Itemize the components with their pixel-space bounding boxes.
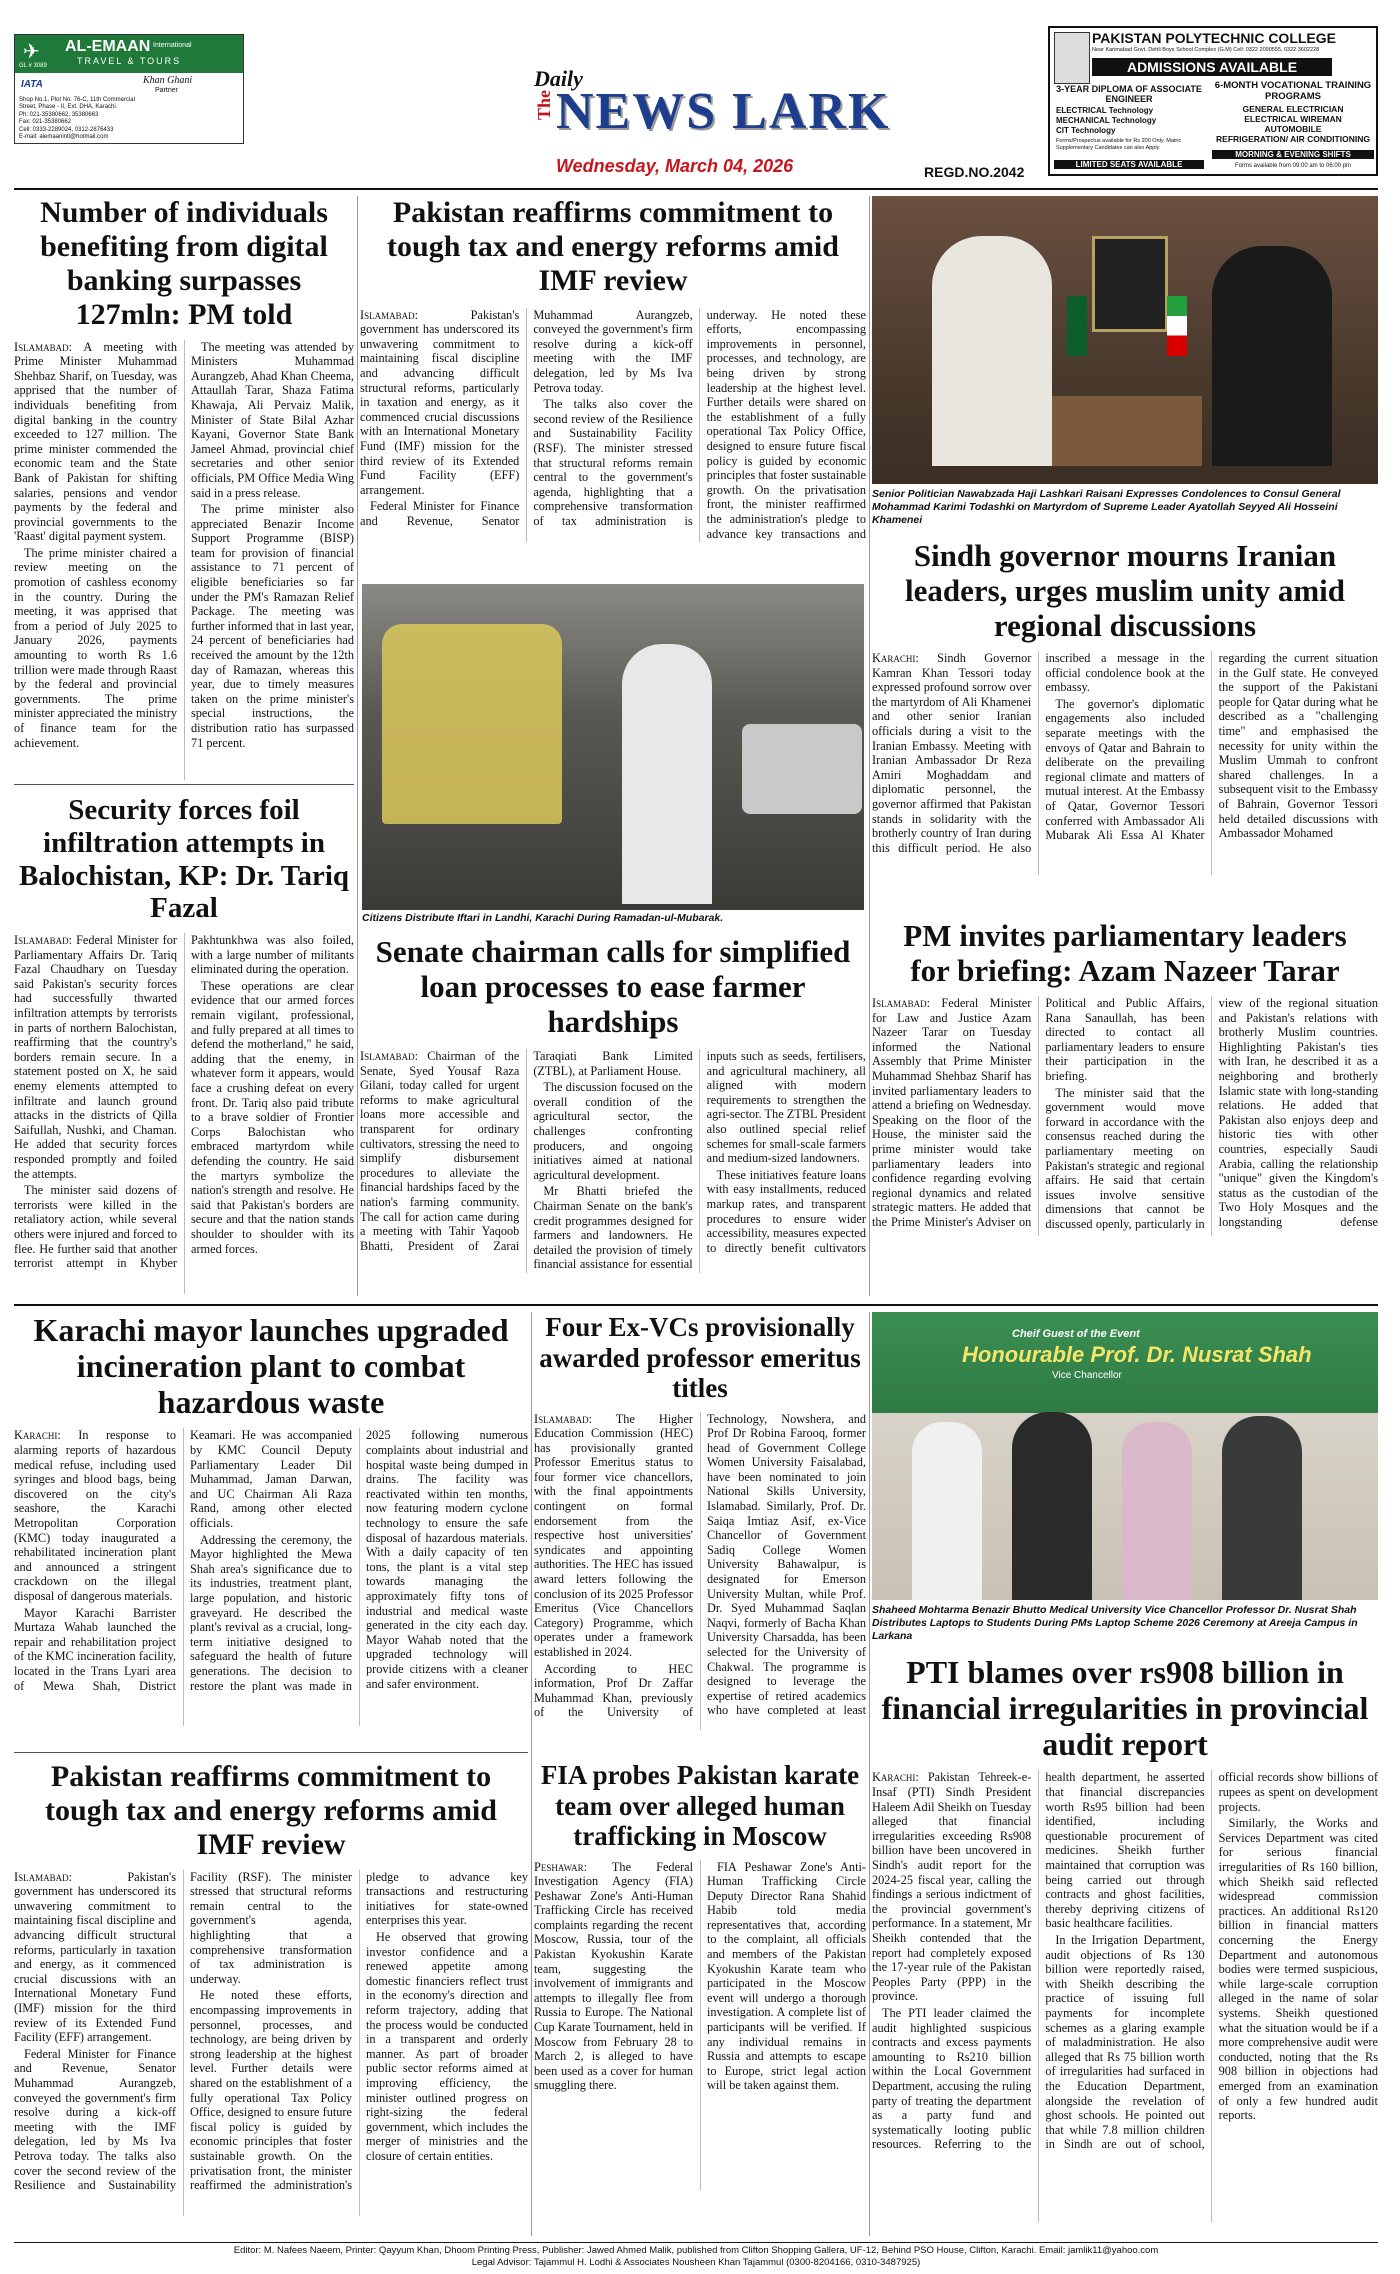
article-pm-invites-headline: PM invites parliamentary leaders for briefing: Azam Nazeer Tarar bbox=[903, 918, 1347, 989]
article-imf-review-top bbox=[360, 196, 866, 572]
row1-rule-left bbox=[14, 784, 354, 785]
photo-laptops-person-1 bbox=[912, 1422, 982, 1600]
ad-polytechnic-diploma-list: ELECTRICAL Technology MECHANICAL Technology CIT Technology bbox=[1056, 106, 1157, 135]
dateline: Islamabad: bbox=[872, 996, 931, 1011]
dateline: Karachi: bbox=[872, 651, 919, 666]
article-fia-probes bbox=[534, 1760, 866, 2236]
masthead-date: Wednesday, March 04, 2026 bbox=[556, 156, 794, 176]
article-security-forces-headline: Security forces foil infiltration attempts in Balochistan, KP: Dr. Tariq Fazal bbox=[18, 794, 350, 925]
photo-iftari bbox=[362, 584, 864, 910]
footer-rule bbox=[14, 2242, 1378, 2243]
ad-al-emaan[interactable] bbox=[14, 34, 244, 144]
masthead-daily: Daily bbox=[534, 66, 583, 91]
article-digital-banking bbox=[14, 196, 354, 780]
article-fia-probes-body: Peshawar: The Federal Investigation Agency (FIA) Peshawar Zone's Anti-Human Trafficking Circle has received complaints regarding the recent Moscow, Russia, tour of the Pakistan Kyokushin Karate team, suggesting the involvement of immigrants and attempts to illegally flee from Russia to Europe. The National Cup Karate Tournament, held in Moscow from February 28 to March 2, is alleged to have been used as a cover for human smuggling there. FIA Peshawar Zone's Anti-Human Trafficking Circle Deputy Director Rana Shahid Habib told media representatives that, according to the complaint, all officials and members of the Pakistan Kyokushin Karate team who participated in the Moscow event will undergo a thorough investigation. A complete list of participants will be verified. If any individual remains in Russia and attempts to escape to Europe, strict legal action will be taken against them. bbox=[534, 1859, 866, 2093]
photo-raisani-person-left bbox=[932, 236, 1052, 466]
ad-polytechnic-logo bbox=[1054, 32, 1090, 84]
article-four-exvcs-headline: Four Ex-VCs provisionally awarded professor emeritus titles bbox=[539, 1312, 861, 1403]
ad-polytechnic-vocational-title: 6-MONTH VOCATIONAL TRAINING PROGRAMS bbox=[1214, 80, 1372, 102]
photo-laptops-caption: Shaheed Mohtarma Benazir Bhutto Medical University Vice Chancellor Professor Dr. Nusrat Shah Distributes Laptops to Students During PMs Laptop Scheme 2026 Ceremony at Areeja Campus in Larkana bbox=[872, 1604, 1358, 1642]
mid-page-rule bbox=[14, 1304, 1378, 1306]
footer-line-1: Editor: M. Nafees Naeem, Printer: Qayyum Khan, Dhoom Printing Press, Publisher: Jawed Ahmed Malik, published from Clifton Shopping Gallera, UF-12, Behind PSO House, Clifton, Karachi. Email: jamlik11@yahoo.com bbox=[233, 2245, 1159, 2256]
photo-raisani-flag-pk bbox=[1067, 296, 1087, 356]
photo-laptops-banner-name: Honourable Prof. Dr. Nusrat Shah bbox=[962, 1342, 1312, 1367]
article-imf-review-bottom bbox=[14, 1760, 528, 2236]
article-sindh-governor-headline: Sindh governor mourns Iranian leaders, urges muslim unity amid regional discussions bbox=[904, 538, 1346, 644]
dateline: Islamabad: bbox=[360, 1049, 419, 1064]
photo-iftari-caption: Citizens Distribute Iftari in Landhi, Karachi During Ramadan-ul-Mubarak. bbox=[362, 912, 724, 924]
ad-al-emaan-iata: IATA bbox=[21, 79, 43, 90]
ad-polytechnic-admissions: ADMISSIONS AVAILABLE bbox=[1092, 58, 1332, 76]
regd-number: REGD.NO.2042 bbox=[924, 164, 1025, 180]
dateline: Peshawar: bbox=[534, 1859, 588, 1874]
ad-al-emaan-tagline: TRAVEL & TOURS bbox=[77, 56, 182, 66]
ad-al-emaan-brand-sub: International bbox=[153, 42, 192, 49]
article-karachi-mayor bbox=[14, 1312, 528, 1744]
article-four-exvcs bbox=[534, 1312, 866, 1744]
article-karachi-mayor-body: Karachi: In response to alarming reports of hazardous medical refuse, including used syringes and blood bags, being discovered on the city's seashore, the Karachi Metropolitan Corporation (KMC) today inaugurated a rehabilitated incineration plant and announced a stringent crackdown on the illegal disposal of dangerous materials. Mayor Karachi Barrister Murtaza Wahab launched the repair and rehabilitation project of the KMC incineration facility, located in the Trans Lyari area of Mewa Shah, District Keamari. He was accompanied by KMC Council Deputy Parliamentary Leader Dil Muhammad, Jaman Darwan, and UC Chairman Ali Raza Rand, among other elected officials. Addressing the ceremony, the Mayor highlighted the Mewa Shah area's significance due to its industries, treatment plant, large population, and historic graveyard. He described the plant's revival as a crucial, long-term initiative designed to safeguard the health of future generations. The decision to restore the plant was made in 2025 following numerous complaints about industrial and hospital waste being dumped in drains. The facility was reactivated within ten months, now featuring modern cyclone technology to ensure the safe disposal of hazardous materials. With a daily capacity of ten tons, the plant is a vital step towards managing the approximately fifty tons of industrial and medical waste generated in the city each day. Mayor Wahab noted that the upgraded technology will provide citizens with a cleaner and safer environment. bbox=[14, 1428, 528, 1693]
dateline: Karachi: bbox=[14, 1428, 61, 1443]
article-four-exvcs-body: Islamabad: The Higher Education Commission (HEC) has provisionally granted Professor Emeritus status to four former vice chancellors, with the final appointments contingent on formal endorsement from the respective host universities' syndicates and appointing authorities. The HEC has issued award letters following the conclusion of its 2025 Professor Emeritus (Vice Chancellors Category) Programme, which operates under a framework established in 2024. According to HEC information, Prof Dr Zaffar Muhammad Khan, previously of the University of Technology, Nowshera, and Prof Dr Robina Farooq, former head of Government College Women University Faisalabad, have been nominated to join National Skills University, Islamabad. Similarly, Prof. Dr. Saiqa Imtiaz Asif, ex-Vice Chancellor of Government Sadiq College Women University Bahawalpur, is designated for Emerson University Multan, while Prof. Dr. Syed Muhammad Saqlan Naqvi, formerly of Bacha Khan University Charsadda, has been selected for the University of Chakwal. The programme is designed to leverage the expertise of retired academics who have completed at least bbox=[534, 1411, 866, 1720]
ad-polytechnic-college: PAKISTAN POLYTECHNIC COLLEGE bbox=[1092, 30, 1336, 46]
masthead-rule bbox=[14, 188, 1378, 190]
photo-iftari-car bbox=[742, 724, 862, 814]
ad-al-emaan-gl: GL # 3089 bbox=[19, 63, 47, 69]
plane-icon: ✈ bbox=[23, 41, 40, 63]
ad-al-emaan-brand: AL-EMAAN bbox=[65, 38, 151, 55]
photo-raisani-person-right bbox=[1212, 246, 1332, 466]
photo-laptops-person-2 bbox=[1012, 1412, 1092, 1600]
dateline: Islamabad: bbox=[14, 933, 73, 948]
article-imf-review-bottom-body: Islamabad: Pakistan's government has underscored its unwavering commitment to maintaining fiscal discipline and advancing difficult structural reforms, particularly in taxation and energy, as it commenced crucial discussions with an International Monetary Fund (IMF) mission for the third review of its Extended Fund Facility (EFF) arrangement. Federal Minister for Finance and Revenue, Senator Muhammad Aurangzeb, conveyed the government's firm resolve during a kick-off meeting with the IMF delegation, led by Ms Iva Petrova today. The talks also cover the second review of the Resilience and Sustainability Facility (RSF). The minister stressed that structural reforms remain central to the government's agenda, highlighting that a comprehensive transformation of tax administration is underway. He noted these efforts, encompassing improvements in personnel, processes, and technology, are being driven by strong leadership at the highest level. Further details were shared on the establishment of a fully operational Tax Policy Office, designed to ensure future fiscal policy is guided by economic principles that foster sustainable growth. On the privatisation front, the minister reaffirmed the administration's pledge to advance key transactions and restructuring initiatives for state-owned enterprises this year. He observed that growing investor confidence and a renewed appetite among domestic financiers reflect trust in the economy's direction and reform trajectory, adding that the process would be conducted in a transparent and orderly manner. As part of broader public sector reforms aimed at improving efficiency, the minister outlined progress on right-sizing the federal government, which includes the merger of ministries and the closure of certain entities. bbox=[14, 1869, 528, 2193]
dateline: Islamabad: bbox=[534, 1411, 593, 1426]
article-sindh-governor bbox=[872, 538, 1378, 908]
article-security-forces-body: Islamabad: Federal Minister for Parliamentary Affairs Dr. Tariq Fazal Chaudhary on Tuesday said Pakistan's security forces had successfully thwarted infiltration attempts by terrorists in parts of northern Balochistan, reaffirming that the country's borders remain secure. In a statement posted on X, he said enemy elements attempted to infiltrate and launch ground attacks in the districts of Qilla Saifullah, Nushki, and Chaman. He added that security forces responded promptly and foiled the attempts. The minister said dozens of terrorists were killed in the retaliatory action, while several others were injured and forced to flee. He further said that another terrorist attempt in Khyber Pakhtunkhwa was also foiled, with a large number of militants eliminated during the operation. These operations are clear evidence that our armed forces remain vigilant, professional, and fully prepared at all times to defend the motherland," he said, adding that the enemy, in whatever form it appears, would face a crushing defeat on every front. Dr. Tariq also paid tribute to a brave soldier of Frontier Corps Balochistan who embraced martyrdom while defending the country. He said the martyrs symbolize the nation's strength and resolve. He said that Pakistan's borders are secure and that the nation stands shoulder to shoulder with its armed forces. bbox=[14, 933, 354, 1271]
ad-polytechnic-forms: Forms available from 09:00 am to 06:00 pm bbox=[1234, 163, 1352, 169]
photo-raisani-table bbox=[1052, 396, 1202, 466]
column-rule bbox=[357, 196, 358, 1296]
article-pti-blames bbox=[872, 1654, 1378, 2234]
ad-polytechnic-vocational-list: GENERAL ELECTRICIAN ELECTRICAL WIREMAN AUTOMOBILE REFRIGERATION/ AIR CONDITIONING bbox=[1216, 104, 1370, 144]
article-karachi-mayor-headline: Karachi mayor launches upgraded incineration plant to combat hazardous waste bbox=[33, 1312, 509, 1421]
photo-raisani-caption: Senior Politician Nawabzada Haji Lashkari Raisani Expresses Condolences to Consul General Mohammad Karimi Todashki on Martyrdom of Supreme Leader Ayatollah Seyyed Ali Hosseini Khamenei bbox=[872, 488, 1341, 526]
masthead-name: NEWS LARK bbox=[556, 83, 891, 140]
photo-laptops-person-3 bbox=[1122, 1422, 1192, 1600]
article-digital-banking-headline: Number of individuals benefiting from digital banking surpasses 127mln: PM told bbox=[40, 196, 328, 331]
photo-laptops-banner-role: Vice Chancellor bbox=[1052, 1370, 1122, 1381]
photo-iftari-person bbox=[622, 644, 712, 904]
ad-polytechnic[interactable] bbox=[1048, 26, 1378, 176]
footer-line-2: Legal Advisor: Tajammul H. Lodhi & Associates Nousheen Khan Tajammul (0300-8204166, 0310-3487925) bbox=[471, 2257, 921, 2268]
dateline: Karachi: bbox=[872, 1770, 919, 1785]
photo-raisani-flag-ir bbox=[1167, 296, 1187, 356]
article-imf-review-top-headline: Pakistan reaffirms commitment to tough tax and energy reforms amid IMF review bbox=[387, 196, 839, 297]
article-senate-chairman bbox=[360, 934, 866, 1296]
article-senate-chairman-body: Islamabad: Chairman of the Senate, Syed Yousaf Raza Gilani, today called for urgent reforms to make agricultural loans more accessible and transparent for ordinary cultivators, stressing the need to simplify disbursement procedures to alleviate the financial hardships faced by the nation's farming community. The call for action came during a meeting with Tahir Yaqoob Bhatti, President of Zarai Taraqiati Bank Limited (ZTBL), at Parliament House. The discussion focused on the overall condition of the agricultural sector, the challenges confronting producers, and ongoing initiatives aimed at national agricultural development. Mr Bhatti briefed the Chairman Senate on the bank's credit programmes designed for farmers and landowners. He detailed the provision of timely financial assistance for essential inputs such as seeds, fertilisers, and agricultural machinery, all aligned with modern requirements to strengthen the agri-sector. The ZTBL President also outlined special relief schemes for small-scale farmers and medium-sized landowners. These initiatives feature loans with easy installments, reduced markup rates, and transparent procedures to ensure wider accessibility, measures expected to directly benefit cultivators bbox=[360, 1049, 866, 1272]
ad-al-emaan-address: Shop No.1, Plot No. 76-C, 11th Commercial Street, Phase - II, Ext. DHA, Karachi. Ph: 021-35380662, 35380663 Fax: 021-35380662 Cell: 0333-2289024, 0312-2876433 E-mail: alemaanintl@hotmail.com bbox=[19, 97, 135, 141]
footer-imprint bbox=[14, 2245, 1378, 2273]
dateline: Islamabad: bbox=[14, 339, 73, 354]
article-senate-chairman-headline: Senate chairman calls for simplified loan processes to ease farmer hardships bbox=[375, 934, 851, 1040]
masthead bbox=[520, 60, 920, 180]
article-imf-review-top-body: Islamabad: Pakistan's government has underscored its unwavering commitment to maintaining fiscal discipline and advancing difficult structural reforms, particularly in taxation and energy, as it commenced crucial discussions with an International Monetary Fund (IMF) mission for the third review of its Extended Fund Facility (EFF) arrangement. Federal Minister for Finance and Revenue, Senator Muhammad Aurangzeb, conveyed the government's firm resolve during a kick-off meeting with the IMF delegation, led by Ms Iva Petrova today. The talks also cover the second review of the Resilience and Sustainability Facility (RSF). The minister stressed that structural reforms remain central to the government's agenda, highlighting that a comprehensive transformation of tax administration is underway. He noted these efforts, encompassing improvements in personnel, processes, and technology, are being driven by strong leadership at the highest level. Further details were shared on the establishment of a fully operational Tax Policy Office, designed to ensure future fiscal policy is guided by economic principles that foster sustainable growth. On the privatisation front, the minister reaffirmed the administration's pledge to advance key transactions and bbox=[360, 307, 866, 541]
ad-polytechnic-address: Near Karimabad Govt. Dehli Boys School Complex (G.M) Cell: 0322 2090555, 0322 3602228 bbox=[1092, 47, 1320, 53]
ad-al-emaan-partner-name: Khan Ghani bbox=[143, 75, 193, 86]
photo-laptops bbox=[872, 1312, 1378, 1600]
photo-laptops-banner: Cheif Guest of the Event bbox=[1012, 1328, 1140, 1340]
ad-polytechnic-note: Forms/Prospectus available for Rs 200 Only. Matric Supplementary Candidates can also Apply bbox=[1056, 138, 1182, 151]
photo-iftari-rickshaw bbox=[382, 624, 562, 824]
ad-polytechnic-shifts: MORNING & EVENING SHIFTS bbox=[1212, 150, 1374, 159]
dateline: Islamabad: bbox=[360, 307, 419, 322]
article-pm-invites bbox=[872, 918, 1378, 1296]
masthead-the: The bbox=[534, 90, 554, 121]
photo-laptops-person-4 bbox=[1222, 1416, 1302, 1600]
column-rule bbox=[869, 196, 870, 1296]
row2-rule-left bbox=[14, 1752, 528, 1753]
article-imf-review-bottom-headline: Pakistan reaffirms commitment to tough tax and energy reforms amid IMF review bbox=[45, 1760, 497, 1861]
dateline: Islamabad: bbox=[14, 1869, 73, 1884]
ad-al-emaan-partner-label: Partner bbox=[155, 87, 178, 94]
column-rule bbox=[531, 1312, 532, 2236]
article-sindh-governor-body: Karachi: Sindh Governor Kamran Khan Tessori today expressed profound sorrow over the martyrdom of Ali Khamenei and other senior Iranian officials during a visit to the Iranian Embassy. Meeting with Iranian Ambassador Dr Reza Amiri Moghaddam and diplomatic personnel, the governor affirmed that Pakistan stands in solidarity with the brotherly country of Iran during this difficult period. He also inscribed a message in the official condolence book at the embassy. The governor's diplomatic engagements also included separate meetings with the envoys of Qatar and Bahrain to deliberate on the prevailing regional climate and matters of mutual interest. At the Embassy of Qatar, Governor Tessori conferred with Ambassador Ali Mubarak Ali Essa Al Khater regarding the current situation in the Gulf state. He conveyed the support of the Pakistani people for Qatar during what he described as a "challenging time" and emphasised the necessity for unity within the Muslim Ummah to confront shared challenges. In a subsequent visit to the Embassy of Bahrain, Governor Tessori held detailed discussions with Ambassador Mohamed bbox=[872, 651, 1378, 855]
article-pm-invites-body: Islamabad: Federal Minister for Law and Justice Azam Nazeer Tarar on Tuesday informed the National Assembly that Prime Minister Muhammad Shehbaz Sharif has invited parliamentary leaders to attend a briefing on Wednesday. Speaking on the floor of the House, the minister said the prime minister would take parliamentary leaders into confidence regarding evolving regional dynamics and related strategic matters. He added that the Prime Minister's Adviser on Political and Public Affairs, Rana Sanaullah, has been directed to contact all parliamentary leaders to ensure their participation in the briefing. The minister said that the government would move forward in accordance with the consensus reached during the parliamentary meeting on Pakistan's strategic and regional affairs. He said that certain issues involve sensitive dimensions that cannot be discussed openly, particularly in view of the regional situation and Pakistan's relations with brotherly Muslim countries. Highlighting Pakistan's ties with Iran, he described it as a neighboring and brotherly Islamic state with long-standing relations. He added that Pakistan also enjoys deep and historic ties with other countries, especially Saudi Arabia, calling the relationship "unique" given the Kingdom's status as the custodian of the Two Holy Mosques and the longstanding defense bbox=[872, 996, 1378, 1231]
article-fia-probes-headline: FIA probes Pakistan karate team over alleged human trafficking in Moscow bbox=[540, 1760, 860, 1851]
ad-polytechnic-diploma-title: 3-YEAR DIPLOMA OF ASSOCIATE ENGINEER bbox=[1056, 84, 1202, 104]
article-pti-blames-headline: PTI blames over rs908 billion in financial irregularities in provincial audit report bbox=[881, 1654, 1369, 1763]
article-security-forces bbox=[14, 794, 354, 1294]
article-pti-blames-body: Karachi: Pakistan Tehreek-e-Insaf (PTI) Sindh President Haleem Adil Sheikh on Tuesday alleged that financial irregularities exceeding Rs908 billion have been uncovered in Sindh's audit report for the 2024-25 fiscal year, calling the findings a serious indictment of the provincial government's performance. In a statement, Mr Sheikh contended that the report had completely exposed the 17-year rule of the Pakistan Peoples Party (PPP) in the province. The PTI leader claimed the audit highlighted suspicious contracts and excess payments amounting to Rs210 billion within the Local Government Department, accusing the ruling party of treating the department as a party fund and systematically looting public resources. Referring to the health department, he asserted that financial discrepancies worth Rs95 billion had been identified, including questionable procurement of medicines. Sheikh further maintained that corruption was being carried out through contracts and ghost facilities, thereby depriving citizens of basic healthcare facilities. In the Irrigation Department, audit objections of Rs 130 billion were reportedly raised, with Sheikh describing the practice of issuing full payments for incomplete schemes as a glaring example of maladministration. He also alleged that Rs 75 billion worth of irregularities had surfaced in the Education Department, alongside the revelation of ghost schools. He pointed out that while 7.8 million children in Sindh are out of school, official records show billions of rupees as spent on development projects. Similarly, the Works and Services Department was cited for serious financial irregularities of Rs 160 billion, which Sheikh said reflected widespread commission practices. An additional Rs120 billion in financial matters concerning the Energy Department and autonomous bodies were termed suspicious, while large-scale corruption alleged in the name of solar systems. Sheikh questioned what the situation would be if a more comprehensive audit were conducted, noting that the Rs 908 billion in objections had emerged from an examination of only a few hundred audit reports. bbox=[872, 1770, 1378, 2152]
photo-raisani bbox=[872, 196, 1378, 484]
article-digital-banking-body: Islamabad: A meeting with Prime Minister Muhammad Shehbaz Sharif, on Tuesday, was apprised that the number of individuals benefiting from digital banking in the country exceeded to 127 million. The prime minister commended the economic team and the State Bank of Pakistan for shifting salaries, pensions and vendor payments by the federal and provincial governments to the 'Raast' digital payment system. The prime minister chaired a review meeting on the promotion of cashless economy in the country. During the meeting, it was apprised that from a period of July 2025 to January 2026, payments amounting to worth Rs 1.6 trillion were made through Raast by the federal and provincial governments. The prime minister appreciated the ministry of finance team for the achievement. The meeting was attended by Ministers Muhammad Aurangzeb, Ahad Khan Cheema, Attaullah Tarar, Shaza Fatima Khawaja, Ali Pervaiz Malik, Minister of State Bilal Azhar Kayani, Governor State Bank Jameel Ahmad, provincial chief secretaries and other senior officials, PM Office Media Wing said in a press release. The prime minister also appreciated Benazir Income Support Programme (BISP) team for provision of financial assistance to 71 percent of eligible beneficiaries so far under the PM's Ramazan Relief Package. The meeting was further informed that in last year, 24 percent of beneficiaries had received the amount by the 12th day of Ramazan, whereas this year, due to timely measures taken on the prime minister's special instructions, the distribution ratio has surpassed 71 percent. bbox=[14, 339, 354, 750]
ad-polytechnic-limited: LIMITED SEATS AVAILABLE bbox=[1054, 160, 1204, 169]
column-rule bbox=[869, 1312, 870, 2236]
photo-raisani-portrait bbox=[1092, 236, 1168, 332]
